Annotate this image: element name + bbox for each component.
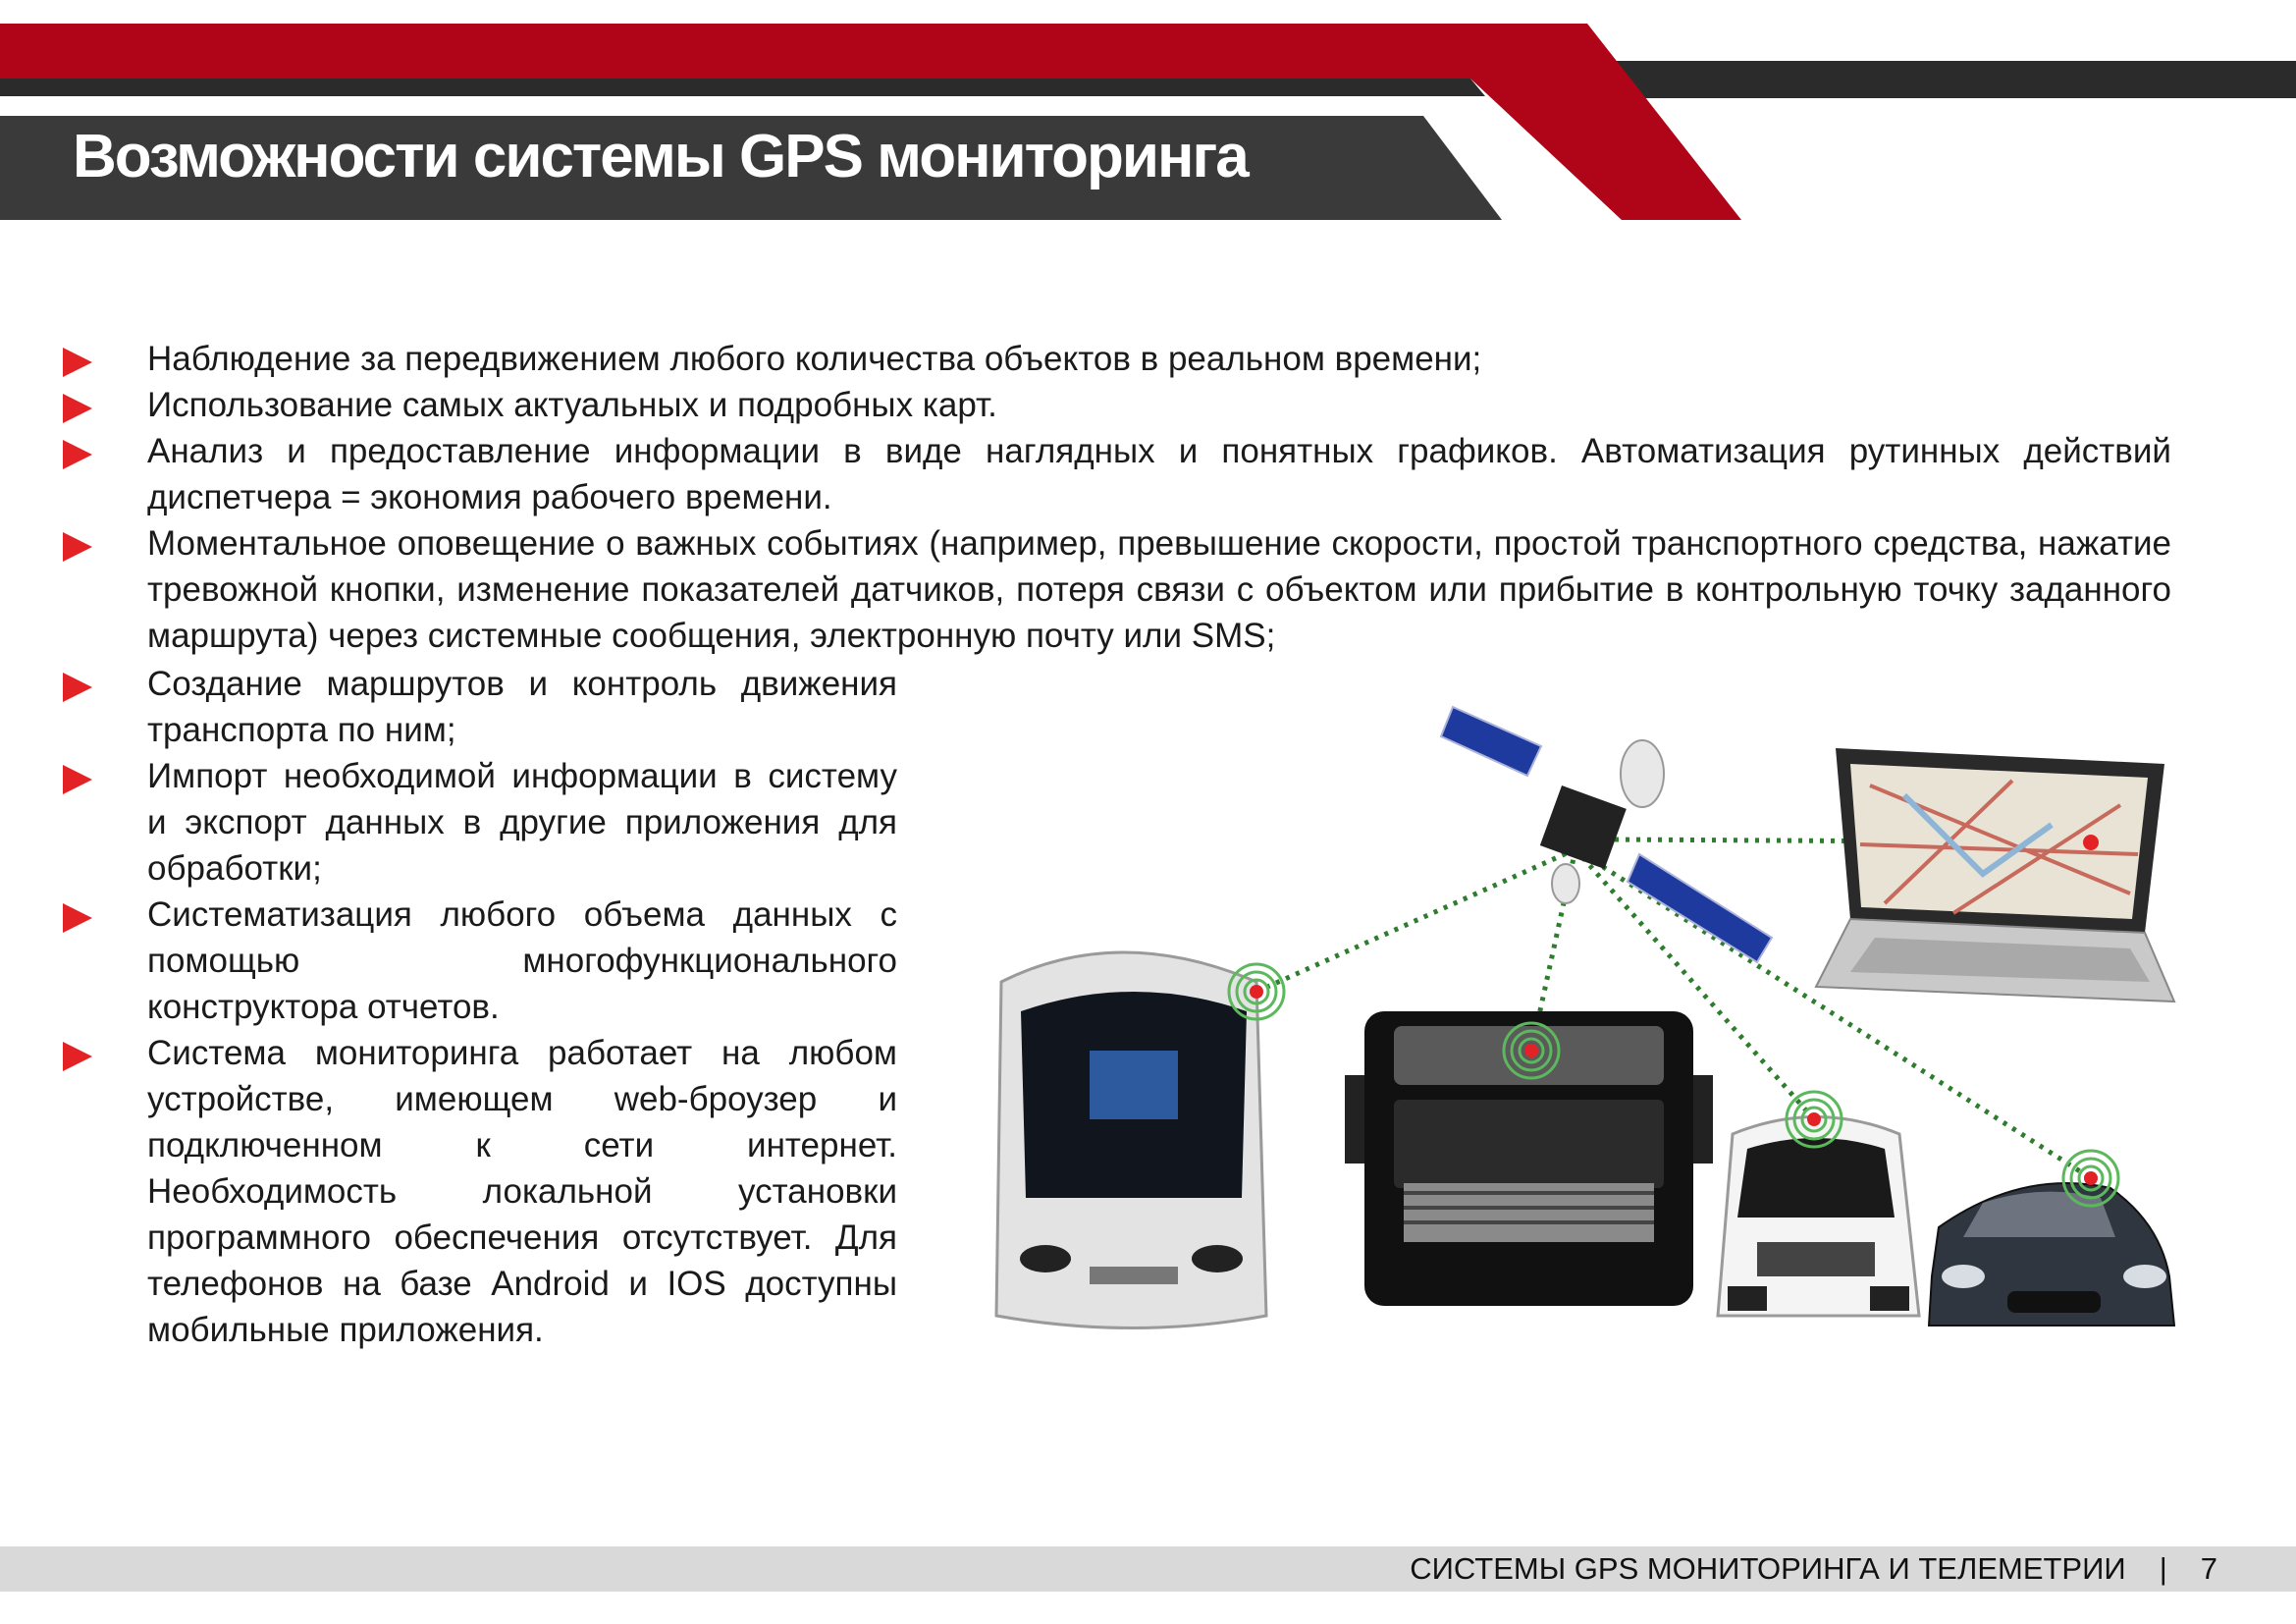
car-icon: [1929, 1183, 2174, 1326]
triangle-bullet-icon: [63, 440, 92, 469]
triangle-bullet-icon: [63, 765, 92, 794]
footer-separator: |: [2159, 1551, 2167, 1586]
triangle-bullet-icon: [63, 1042, 92, 1071]
triangle-bullet-icon: [63, 348, 92, 377]
list-item: [147, 1030, 897, 1353]
triangle-bullet-icon: [63, 532, 92, 562]
list-item: [147, 382, 2171, 428]
list-item-text: Использование самых актуальных и подробных карт.: [147, 386, 997, 424]
list-item-text: Система мониторинга работает на любом устройстве, имеющем web-броузер и подключенном к сети интернет. Необходимость локальной установки программного обеспечения отсутствует. Для телефонов на базе Android и IOS доступны мобильные приложения.: [147, 1034, 897, 1349]
list-item-text: Анализ и предоставление информации в виде наглядных и понятных графиков. Автоматизация рутинных действий диспетчера = экономия рабочего времени.: [147, 432, 2171, 516]
footer-section-title: СИСТЕМЫ GPS МОНИТОРИНГА И ТЕЛЕМЕТРИИ: [1410, 1551, 2126, 1586]
list-item: [147, 892, 897, 1030]
satellite-icon: [1441, 707, 1772, 962]
list-item: [147, 428, 2171, 520]
page-footer: [0, 1546, 2296, 1592]
list-item-text: Импорт необходимой информации в систему и экспорт данных в другие приложения для обработки;: [147, 757, 897, 888]
page-title: Возможности системы GPS мониторинга: [73, 123, 1248, 190]
laptop-icon: [1816, 748, 2174, 1001]
triangle-bullet-icon: [63, 673, 92, 702]
footer-text: [1410, 1546, 2217, 1592]
list-item-text: Систематизация любого объема данных с помощью многофункционального конструктора отчетов.: [147, 895, 897, 1026]
bus-icon: [996, 952, 1266, 1328]
gps-illustration: [972, 687, 2179, 1355]
page-number: 7: [2200, 1551, 2217, 1586]
list-item-text: Наблюдение за передвижением любого количества объектов в реальном времени;: [147, 340, 1482, 378]
triangle-bullet-icon: [63, 394, 92, 423]
list-item: [147, 753, 897, 892]
list-item: [147, 336, 2171, 382]
list-item: [147, 520, 2171, 659]
list-item: [147, 661, 897, 753]
triangle-bullet-icon: [63, 903, 92, 933]
list-item-text: Моментальное оповещение о важных событиях (например, превышение скорости, простой транспортного средства, нажатие тревожной кнопки, изменение показателей датчиков, потеря связи с объектом или прибытие в контрольную точку заданного маршрута) через системные сообщения, электронную почту или SMS;: [147, 524, 2171, 655]
list-item-text: Создание маршрутов и контроль движения транспорта по ним;: [147, 665, 897, 749]
